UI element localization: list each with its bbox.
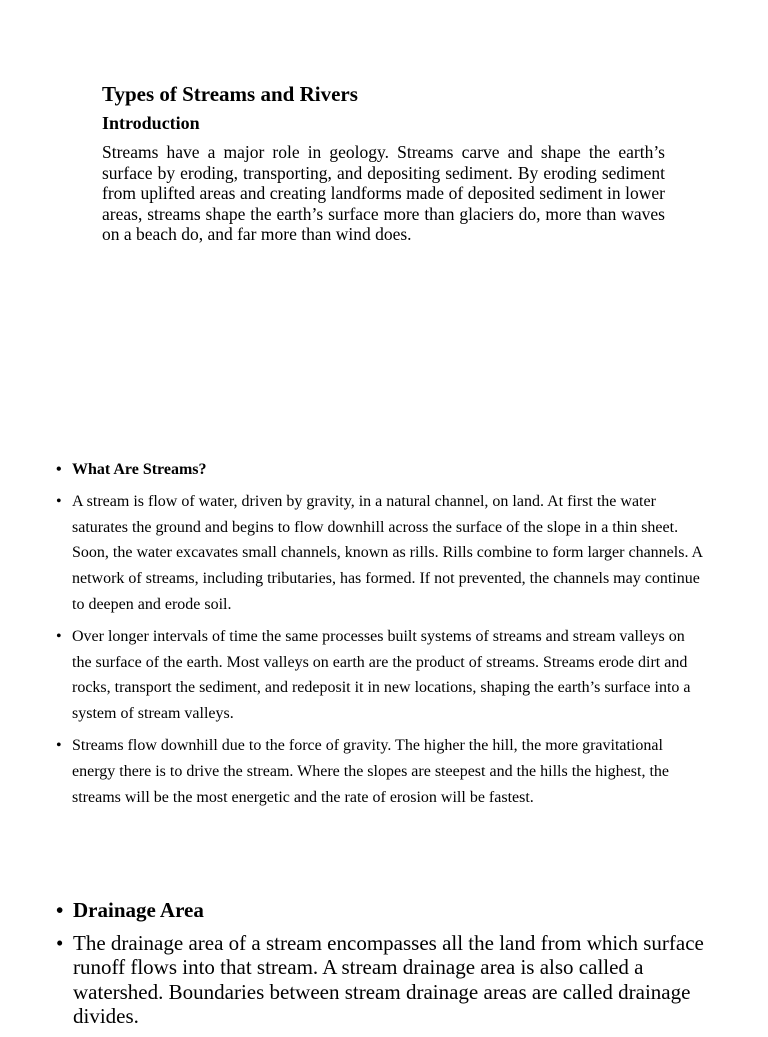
bullet-icon: • xyxy=(56,461,62,478)
bullet-icon: • xyxy=(56,898,64,922)
section-heading-streams: What Are Streams? xyxy=(72,461,207,478)
list-item-text: A stream is flow of water, driven by gravity, in a natural channel, on land. At first the water saturates the ground and begins to flow downhill across the surface of the slope in a thin sheet. Soon, the water excavates small channels, known as rills. Rills combine to form larger channels. A network of streams, including tributaries, has formed. If not prevented, the channels may continue to deepen and erode soil. xyxy=(72,492,703,613)
bullet-icon: • xyxy=(56,736,62,754)
intro-heading: Introduction xyxy=(102,113,200,133)
list-item xyxy=(56,733,706,810)
bullet-icon: • xyxy=(56,492,62,510)
list-item-text: Over longer intervals of time the same processes built systems of streams and stream valleys on the surface of the earth. Most valleys on earth are the product of streams. Streams erode dirt and rocks, transport the sediment, and redeposit it in new locations, shaping the earth’s surface into a system of stream valleys. xyxy=(72,627,691,723)
bullet-icon: • xyxy=(56,930,64,955)
list-item-heading xyxy=(56,457,706,483)
intro-section xyxy=(102,81,665,245)
list-item-heading xyxy=(56,898,706,923)
streams-bullet-list xyxy=(56,457,706,816)
list-item xyxy=(56,489,706,618)
bullet-icon: • xyxy=(56,627,62,645)
list-item-text: The drainage area of a stream encompasses all the land from which surface runoff flows into that stream. A stream drainage area is also called a watershed. Boundaries between stream drainage areas are called drainage divides. xyxy=(73,930,704,1028)
intro-paragraph: Streams have a major role in geology. Streams carve and shape the earth’s surface by eroding, transporting, and depositing sediment. By eroding sediment from uplifted areas and creating landforms made of deposited sediment in lower areas, streams shape the earth’s surface more than glaciers do, more than waves on a beach do, and far more than wind does. xyxy=(102,142,665,245)
drainage-bullet-list xyxy=(56,898,706,1037)
list-item xyxy=(56,931,706,1029)
list-item-text: Streams flow downhill due to the force of gravity. The higher the hill, the more gravitational energy there is to drive the stream. Where the slopes are steepest and the hills the highest, the streams will be the most energetic and the rate of erosion will be fastest. xyxy=(72,736,669,806)
section-heading-drainage: Drainage Area xyxy=(73,898,204,922)
list-item xyxy=(56,624,706,727)
document-title: Types of Streams and Rivers xyxy=(102,82,358,106)
